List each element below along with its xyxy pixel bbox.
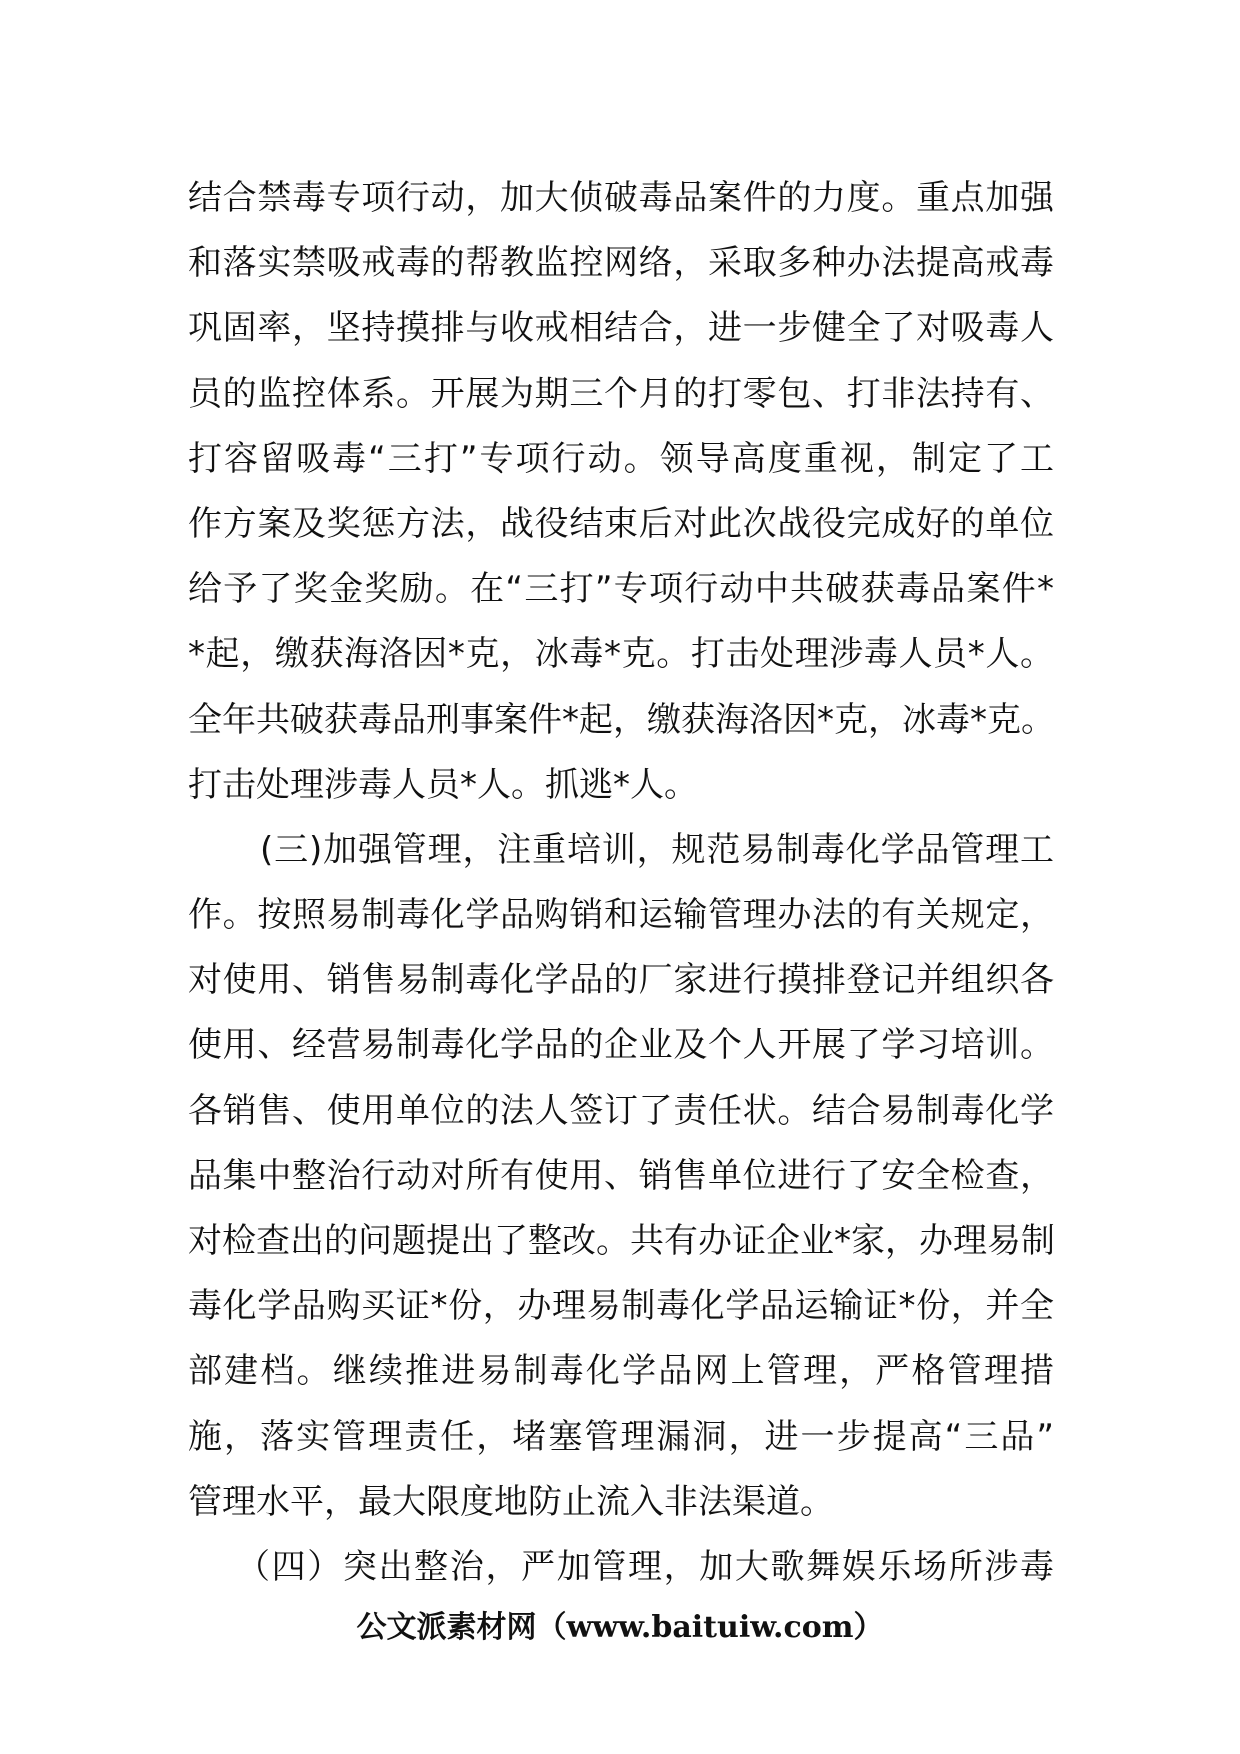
text-line: 施，落实管理责任，堵塞管理漏洞，进一步提高“三品” — [188, 1416, 1054, 1457]
text-line: 打容留吸毒“三打”专项行动。领导高度重视，制定了工 — [188, 438, 1054, 479]
text-line: 巩固率，坚持摸排与收戒相结合，进一步健全了对吸毒人 — [188, 308, 1054, 349]
text-line: 和落实禁吸戒毒的帮教监控网络，采取多种办法提高戒毒 — [188, 243, 1054, 284]
text-line: 全年共破获毒品刑事案件*起，缴获海洛因*克，冰毒*克。 — [188, 699, 1055, 740]
text-line: 员的监控体系。开展为期三个月的打零包、打非法持有、 — [188, 373, 1054, 414]
text-line: 各销售、使用单位的法人签订了责任状。结合易制毒化学 — [188, 1090, 1054, 1131]
text-line: 给予了奖金奖励。在“三打”专项行动中共破获毒品案件* — [188, 569, 1054, 610]
footer-watermark: 公文派素材网（www.baituiw.com） — [356, 1610, 884, 1645]
text-line: 使用、经营易制毒化学品的企业及个人开展了学习培训。 — [188, 1025, 1054, 1066]
text-line: 毒化学品购买证*份，办理易制毒化学品运输证*份，并全 — [188, 1286, 1054, 1327]
text-line: 作。按照易制毒化学品购销和运输管理办法的有关规定， — [188, 895, 1054, 936]
text-line: 对检查出的问题提出了整改。共有办证企业*家，办理易制 — [188, 1221, 1055, 1261]
text-line: 管理水平，最大限度地防止流入非法渠道。 — [188, 1481, 834, 1522]
text-line: 对使用、销售易制毒化学品的厂家进行摸排登记并组织各 — [188, 960, 1054, 1001]
section-heading-line: （四）突出整治，严加管理，加大歌舞娱乐场所涉毒 — [236, 1546, 1054, 1587]
text-line: 打击处理涉毒人员*人。抓逃*人。 — [188, 764, 698, 805]
text-line: 结合禁毒专项行动，加大侦破毒品案件的力度。重点加强 — [188, 178, 1054, 218]
section-heading-line: (三)加强管理，注重培训，规范易制毒化学品管理工 — [260, 829, 1054, 870]
text-line: 作方案及奖惩方法，战役结束后对此次战役完成好的单位 — [188, 503, 1054, 544]
text-line: 品集中整治行动对所有使用、销售单位进行了安全检查， — [188, 1155, 1054, 1196]
document-body — [188, 166, 1054, 1600]
text-line: 部建档。继续推进易制毒化学品网上管理，严格管理措 — [188, 1351, 1054, 1392]
text-line: *起，缴获海洛因*克，冰毒*克。打击处理涉毒人员*人。 — [188, 634, 1054, 675]
